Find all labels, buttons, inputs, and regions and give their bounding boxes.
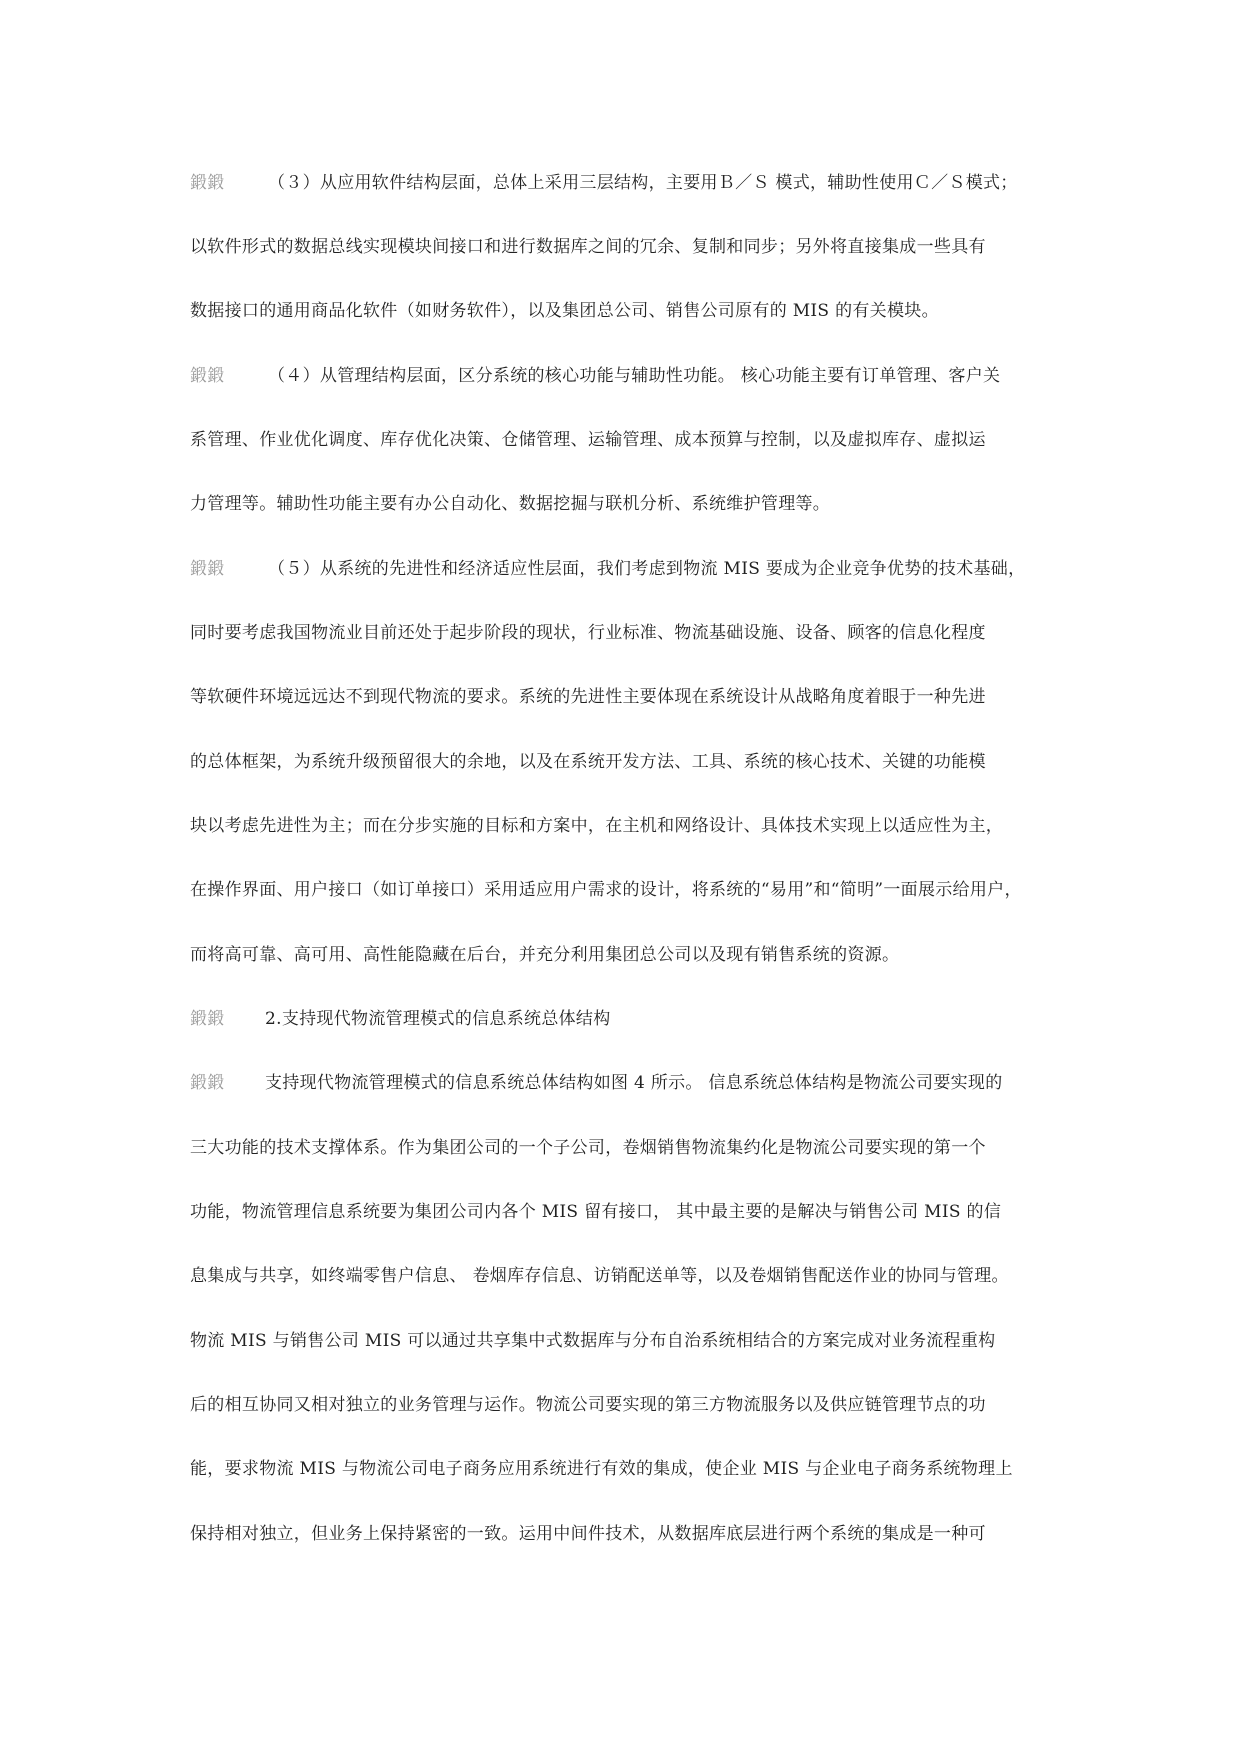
paragraph-5-line-5	[190, 811, 1060, 841]
paragraph-6-line-4	[190, 1261, 1060, 1291]
paragraph-6-line-3	[190, 1197, 1060, 1227]
line-text: 保持相对独立，但业务上保持紧密的一致。运用中间件技术，从数据库底层进行两个系统的集成是一种可	[190, 1524, 986, 1544]
paragraph-6-line-8	[190, 1519, 1060, 1549]
line-text: 而将高可靠、高可用、高性能隐藏在后台，并充分利用集团总公司以及现有销售系统的资源。	[190, 945, 900, 965]
paragraph-6-line-1	[190, 1068, 1060, 1098]
line-text: 息集成与共享，如终端零售户信息、 卷烟库存信息、访销配送单等，以及卷烟销售配送作业的协同与管理。	[190, 1266, 1009, 1286]
section-heading	[190, 1004, 1060, 1034]
line-text: 2.支持现代物流管理模式的信息系统总体结构	[265, 1009, 611, 1029]
paragraph-marker: 鍛鍛	[190, 173, 225, 193]
paragraph-5-line-3	[190, 682, 1060, 712]
line-text: 三大功能的技术支撑体系。作为集团公司的一个子公司，卷烟销售物流集约化是物流公司要实现的第一个	[190, 1138, 986, 1158]
line-text: 后的相互协同又相对独立的业务管理与运作。物流公司要实现的第三方物流服务以及供应链管理节点的功	[190, 1395, 986, 1415]
paragraph-6-line-5	[190, 1326, 1060, 1356]
line-text: 块以考虑先进性为主；而在分步实施的目标和方案中，在主机和网络设计、具体技术实现上以适应性为主，	[190, 816, 1004, 836]
paragraph-3-line-1	[190, 168, 1060, 198]
line-text: 物流 MIS 与销售公司 MIS 可以通过共享集中式数据库与分布自治系统相结合的方案完成对业务流程重构	[190, 1331, 996, 1351]
paragraph-4-line-1	[190, 361, 1060, 391]
paragraph-5-line-6	[190, 875, 1060, 905]
line-text: 的总体框架，为系统升级预留很大的余地，以及在系统开发方法、工具、系统的核心技术、关键的功能模	[190, 752, 986, 772]
line-text: 在操作界面、用户接口（如订单接口）采用适应用户需求的设计，将系统的“易用”和“简明”一面展示给用户，	[190, 880, 1022, 900]
paragraph-marker: 鍛鍛	[190, 1073, 225, 1093]
line-text: 力管理等。辅助性功能主要有办公自动化、数据挖掘与联机分析、系统维护管理等。	[190, 494, 831, 514]
paragraph-marker: 鍛鍛	[190, 1009, 225, 1029]
paragraph-5-line-7	[190, 940, 1060, 970]
line-text: 等软硬件环境远远达不到现代物流的要求。系统的先进性主要体现在系统设计从战略角度着眼于一种先进	[190, 687, 986, 707]
paragraph-5-line-4	[190, 747, 1060, 777]
line-text: 支持现代物流管理模式的信息系统总体结构如图 4 所示。 信息系统总体结构是物流公司要实现的	[265, 1073, 1003, 1093]
line-text: 同时要考虑我国物流业目前还处于起步阶段的现状，行业标准、物流基础设施、设备、顾客的信息化程度	[190, 623, 986, 643]
paragraph-4-line-2	[190, 425, 1060, 455]
paragraph-6-line-6	[190, 1390, 1060, 1420]
line-text: 能，要求物流 MIS 与物流公司电子商务应用系统进行有效的集成，使企业 MIS 与企业电子商务系统物理上	[190, 1459, 1013, 1479]
paragraph-3-line-3	[190, 296, 1060, 326]
paragraph-marker: 鍛鍛	[190, 366, 225, 386]
paragraph-3-line-2	[190, 232, 1060, 262]
line-text: （５）从系统的先进性和经济适应性层面，我们考虑到物流 MIS 要成为企业竞争优势的技术基础，	[268, 559, 1026, 579]
line-text: 以软件形式的数据总线实现模块间接口和进行数据库之间的冗余、复制和同步；另外将直接集成一些具有	[190, 237, 986, 257]
paragraph-marker: 鍛鍛	[190, 559, 225, 579]
line-text: 系管理、作业优化调度、库存优化决策、仓储管理、运输管理、成本预算与控制，以及虚拟库存、虚拟运	[190, 430, 986, 450]
line-text: 数据接口的通用商品化软件（如财务软件），以及集团总公司、销售公司原有的 MIS 的有关模块。	[190, 301, 939, 321]
paragraph-4-line-3	[190, 489, 1060, 519]
paragraph-5-line-1	[190, 554, 1060, 584]
line-text: （４）从管理结构层面，区分系统的核心功能与辅助性功能。 核心功能主要有订单管理、客户关	[268, 366, 1001, 386]
paragraph-6-line-7	[190, 1454, 1060, 1484]
line-text: （３）从应用软件结构层面，总体上采用三层结构，主要用Ｂ／Ｓ 模式，辅助性使用Ｃ／Ｓ模式；	[268, 173, 1018, 193]
line-text: 功能，物流管理信息系统要为集团公司内各个 MIS 留有接口， 其中最主要的是解决与销售公司 MIS 的信	[190, 1202, 1002, 1222]
paragraph-5-line-2	[190, 618, 1060, 648]
paragraph-6-line-2	[190, 1133, 1060, 1163]
